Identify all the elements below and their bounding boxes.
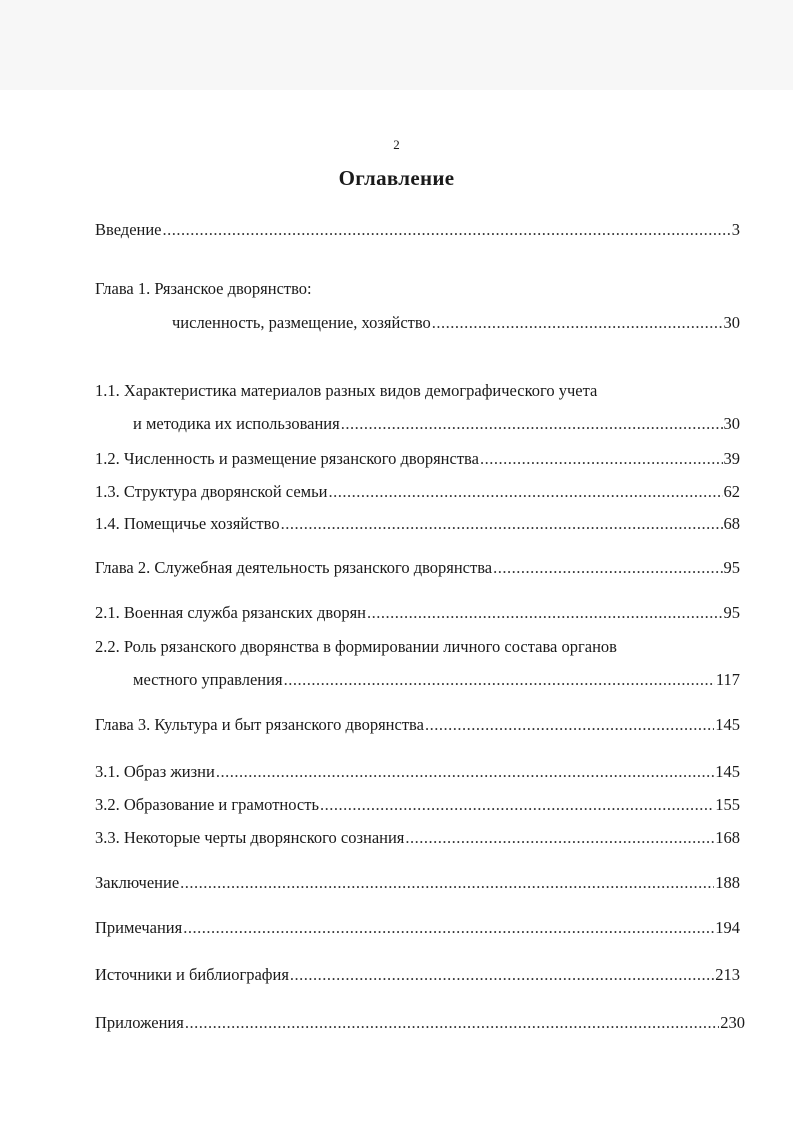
toc-entry-page: 188 (715, 873, 740, 892)
toc-entry-title: и методика их использования (133, 414, 340, 433)
toc-entry-page: 117 (715, 670, 740, 689)
toc-leader-dots (367, 603, 722, 623)
toc-entry-title: 3.1. Образ жизни (95, 762, 215, 781)
toc-section-2-2-heading: 2.2. Роль рязанского дворянства в формировании личного состава органов (95, 637, 617, 656)
toc-leader-dots (425, 715, 714, 735)
toc-entry-section-1-3 (95, 482, 740, 502)
toc-leader-dots (328, 482, 722, 502)
toc-entry-page: 145 (715, 715, 740, 734)
toc-leader-dots (341, 414, 723, 434)
toc-entry-section-1-4 (95, 514, 740, 534)
toc-entry-title: численность, размещение, хозяйство (172, 313, 431, 332)
toc-entry-page: 3 (731, 220, 740, 239)
toc-entry-page: 230 (720, 1013, 745, 1032)
toc-entry-section-1-1 (133, 414, 740, 434)
toc-entry-appendix (95, 1013, 745, 1033)
toc-entry-title: Глава 2. Служебная деятельность рязанского дворянства (95, 558, 493, 577)
toc-chapter-1-heading: Глава 1. Рязанское дворянство: (95, 279, 312, 298)
toc-entry-intro (95, 220, 740, 240)
toc-entry-page: 68 (723, 514, 740, 533)
toc-entry-page: 194 (715, 918, 740, 937)
toc-entry-title: 2.1. Военная служба рязанских дворян (95, 603, 367, 622)
toc-leader-dots (493, 558, 722, 578)
toc-section-1-1-heading: 1.1. Характеристика материалов разных видов демографического учета (95, 381, 598, 400)
toc-entry-notes (95, 918, 740, 938)
toc-entry-page: 213 (715, 965, 740, 984)
toc-leader-dots (180, 873, 714, 893)
toc-entry-section-3-1 (95, 762, 740, 782)
toc-entry-title: 1.4. Помещичье хозяйство (95, 514, 280, 533)
toc-entry-page: 95 (723, 603, 740, 622)
toc-entry-page: 39 (723, 449, 740, 468)
toc-leader-dots (163, 220, 731, 240)
toc-leader-dots (405, 828, 714, 848)
toc-leader-dots (320, 795, 714, 815)
toc-entry-title: 3.3. Некоторые черты дворянского сознания (95, 828, 405, 847)
toc-entry-section-2-2 (133, 670, 740, 690)
toc-entry-page: 168 (715, 828, 740, 847)
page-number: 2 (393, 137, 400, 152)
toc-leader-dots (290, 965, 714, 985)
toc-entry-section-3-2 (95, 795, 740, 815)
toc-entry-section-2-1 (95, 603, 740, 623)
toc-entry-title: 3.2. Образование и грамотность (95, 795, 319, 814)
toc-entry-chapter-3 (95, 715, 740, 735)
toc-entry-chapter-1 (172, 313, 740, 333)
toc-entry-page: 145 (715, 762, 740, 781)
toc-entry-page: 155 (715, 795, 740, 814)
toc-leader-dots (183, 918, 714, 938)
toc-entry-title: Приложения (95, 1013, 184, 1032)
toc-entry-title: Примечания (95, 918, 183, 937)
toc-entry-page: 30 (723, 313, 740, 332)
toc-entry-page: 95 (723, 558, 740, 577)
toc-entry-title: Заключение (95, 873, 180, 892)
toc-entry-chapter-2 (95, 558, 740, 578)
toc-entry-title: Источники и библиография (95, 965, 289, 984)
toc-leader-dots (216, 762, 714, 782)
toc-entry-page: 30 (723, 414, 740, 433)
toc-entry-title: 1.3. Структура дворянской семьи (95, 482, 328, 501)
toc-entry-title: 1.2. Численность и размещение рязанского дворянства (95, 449, 479, 468)
toc-entry-section-3-3 (95, 828, 740, 848)
toc-entry-sources (95, 965, 740, 985)
toc-entry-page: 62 (723, 482, 740, 501)
toc-leader-dots (185, 1013, 719, 1033)
page-title: Оглавление (338, 166, 455, 190)
toc-entry-title: Введение (95, 220, 162, 239)
toc-entry-section-1-2 (95, 449, 740, 469)
toc-entry-conclusion (95, 873, 740, 893)
toc-leader-dots (432, 313, 723, 333)
toc-entry-title: Глава 3. Культура и быт рязанского дворянства (95, 715, 424, 734)
toc-entry-title: местного управления (133, 670, 283, 689)
toc-leader-dots (281, 514, 723, 534)
toc-leader-dots (284, 670, 715, 690)
toc-leader-dots (480, 449, 723, 469)
